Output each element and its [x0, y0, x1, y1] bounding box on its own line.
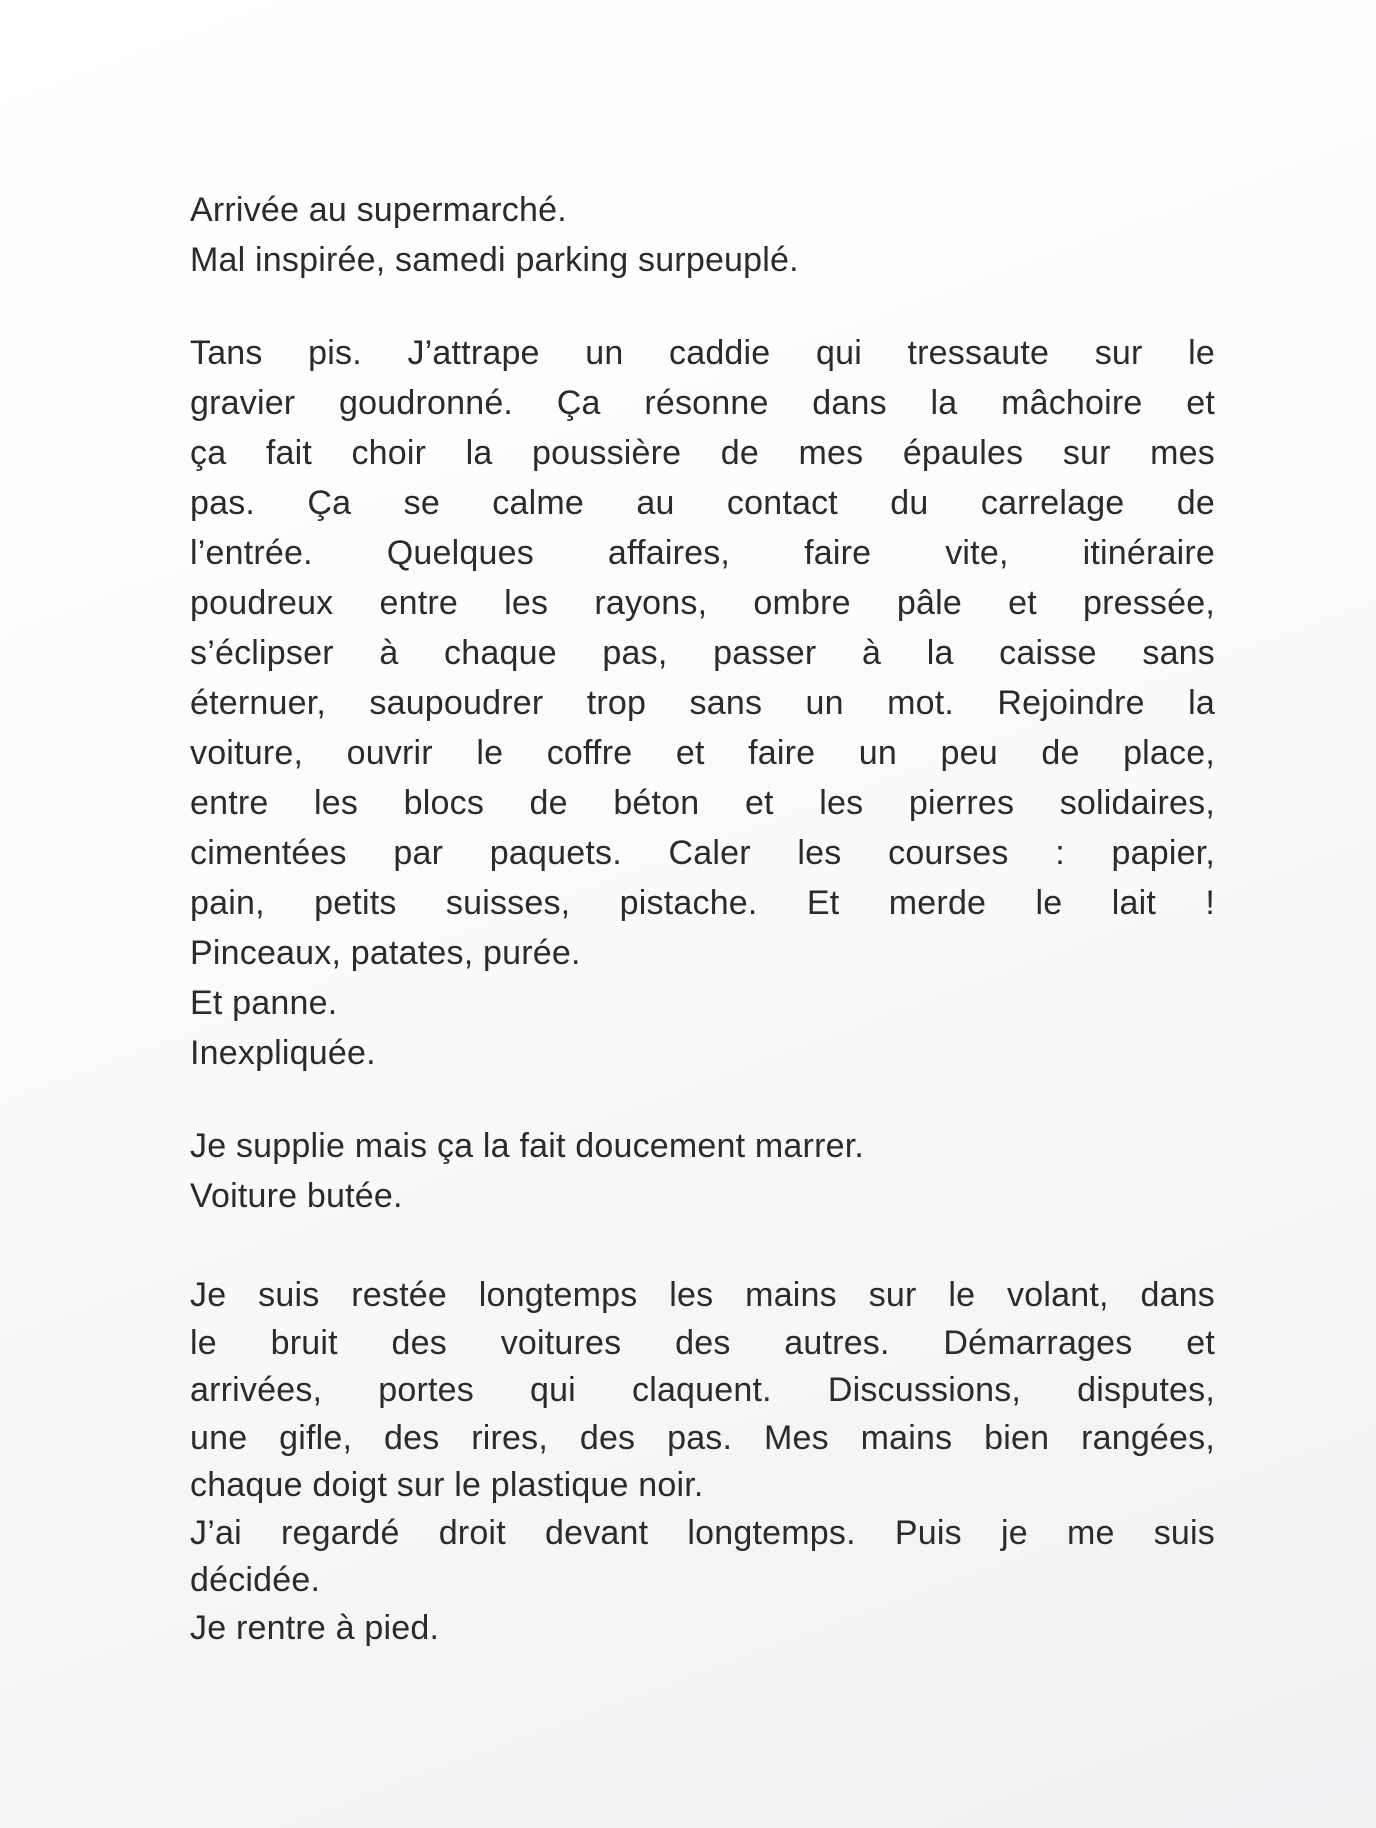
text-line: Voiture butée.: [190, 1177, 403, 1215]
paragraph-decision: [190, 1272, 1215, 1652]
text-line: une gifle, des rires, des pas. Mes mains bien rangées,: [190, 1418, 1215, 1457]
text-line: éternuer, saupoudrer trop sans un mot. Rejoindre la: [190, 684, 1215, 722]
text-line: Arrivée au supermarché.: [190, 191, 567, 229]
text-line: Inexpliquée.: [190, 1034, 376, 1072]
text-line: voiture, ouvrir le coffre et faire un peu de place,: [190, 734, 1215, 772]
text-line: Je rentre à pied.: [190, 1608, 440, 1647]
text-line: Mal inspirée, samedi parking surpeuplé.: [190, 241, 799, 279]
text-line: s’éclipser à chaque pas, passer à la caisse sans: [190, 634, 1215, 672]
text-line: Pinceaux, patates, purée.: [190, 934, 581, 972]
paragraph-shopping: [190, 328, 1215, 1078]
text-line: pain, petits suisses, pistache. Et merde le lait !: [190, 884, 1215, 922]
text-line: Tans pis. J’attrape un caddie qui tressaute sur le: [190, 334, 1215, 372]
paragraph-breakdown: [190, 1121, 1215, 1221]
text-line: cimentées par paquets. Caler les courses : papier,: [190, 834, 1215, 872]
text-line: décidée.: [190, 1561, 321, 1599]
paragraph-arrival: [190, 185, 1215, 285]
text-line: gravier goudronné. Ça résonne dans la mâchoire et: [190, 384, 1215, 422]
text-line: chaque doigt sur le plastique noir.: [190, 1466, 704, 1504]
text-line: Et panne.: [190, 984, 338, 1022]
text-line: Je suis restée longtemps les mains sur le volant, dans: [190, 1276, 1215, 1314]
text-line: pas. Ça se calme au contact du carrelage de: [190, 484, 1215, 522]
text-line: entre les blocs de béton et les pierres solidaires,: [190, 784, 1215, 822]
text-line: poudreux entre les rayons, ombre pâle et pressée,: [190, 584, 1215, 622]
text-line: le bruit des voitures des autres. Démarrages et: [190, 1323, 1215, 1362]
text-line: J’ai regardé droit devant longtemps. Puis je me suis: [190, 1513, 1215, 1552]
text-line: arrivées, portes qui claquent. Discussions, disputes,: [190, 1371, 1215, 1409]
text-line: Je supplie mais ça la fait doucement marrer.: [190, 1127, 864, 1165]
text-line: l’entrée. Quelques affaires, faire vite, itinéraire: [190, 534, 1215, 572]
text-line: ça fait choir la poussière de mes épaules sur mes: [190, 434, 1215, 472]
